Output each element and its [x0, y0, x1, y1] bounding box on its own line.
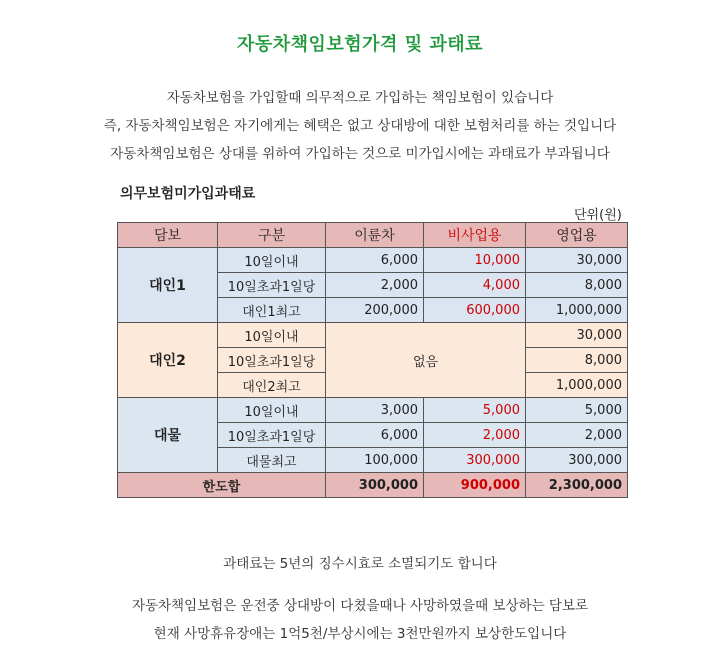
group-label-bodily1: 대인1 [118, 248, 218, 323]
total-business: 2,300,000 [526, 473, 628, 498]
value-business: 5,000 [526, 398, 628, 423]
value-non-business: 600,000 [424, 298, 526, 323]
value-business: 8,000 [526, 273, 628, 298]
value-business: 300,000 [526, 448, 628, 473]
value-non-business: 10,000 [424, 248, 526, 273]
no-fine-cell: 없음 [326, 323, 526, 398]
footer-line-3: 현재 사망휴유장애는 1억5천/부상시에는 3천만원까지 보상한도입니다 [153, 626, 567, 642]
header-category: 구분 [218, 223, 326, 248]
page-title: 자동차책임보험가격 및 과태료 [236, 34, 484, 55]
intro-line-2: 즉, 자동차책임보험은 자기에게는 혜택은 없고 상대방에 대한 보험처리를 하는 것입니다 [103, 118, 617, 134]
value-motorcycle: 100,000 [326, 448, 424, 473]
value-motorcycle: 3,000 [326, 398, 424, 423]
row-category: 10일초과1일당 [218, 348, 326, 373]
table-row [118, 398, 628, 423]
row-category: 대인2최고 [218, 373, 326, 398]
value-motorcycle: 2,000 [326, 273, 424, 298]
header-motorcycle: 이륜차 [326, 223, 424, 248]
row-category: 10일이내 [218, 398, 326, 423]
value-business: 30,000 [526, 248, 628, 273]
group-label-bodily2: 대인2 [118, 323, 218, 398]
group-label-property: 대물 [118, 398, 218, 473]
row-category: 10일초과1일당 [218, 423, 326, 448]
row-category: 10일이내 [218, 323, 326, 348]
value-non-business: 5,000 [424, 398, 526, 423]
intro-line-1: 자동차보험을 가입할때 의무적으로 가입하는 책임보험이 있습니다 [166, 90, 554, 106]
table-row [118, 248, 628, 273]
footer-line-1: 과태료는 5년의 징수시효로 소멸되기도 합니다 [223, 556, 497, 572]
header-non-business: 비사업용 [424, 223, 526, 248]
table-header-row [118, 223, 628, 248]
value-motorcycle: 6,000 [326, 423, 424, 448]
footer-line-2: 자동차책임보험은 운전중 상대방이 다쳤을때나 사망하였을때 보상하는 담보로 [131, 598, 589, 614]
unit-label: 단위(원) [574, 208, 622, 223]
row-category: 10일초과1일당 [218, 273, 326, 298]
row-category: 10일이내 [218, 248, 326, 273]
total-label: 한도합 [118, 473, 326, 498]
row-category: 대물최고 [218, 448, 326, 473]
row-category: 대인1최고 [218, 298, 326, 323]
table-title: 의무보험미가입과태료 [120, 186, 256, 202]
header-business: 영업용 [526, 223, 628, 248]
value-motorcycle: 6,000 [326, 248, 424, 273]
value-business: 1,000,000 [526, 373, 628, 398]
fine-table [117, 222, 628, 498]
total-motorcycle: 300,000 [326, 473, 424, 498]
header-coverage: 담보 [118, 223, 218, 248]
value-motorcycle: 200,000 [326, 298, 424, 323]
value-business: 2,000 [526, 423, 628, 448]
intro-line-3: 자동차책임보험은 상대를 위하여 가입하는 것으로 미가입시에는 과태료가 부과됩니다 [110, 146, 610, 162]
total-row [118, 473, 628, 498]
value-business: 30,000 [526, 323, 628, 348]
value-non-business: 2,000 [424, 423, 526, 448]
value-non-business: 4,000 [424, 273, 526, 298]
table-row [118, 323, 628, 348]
total-non-business: 900,000 [424, 473, 526, 498]
value-business: 1,000,000 [526, 298, 628, 323]
value-business: 8,000 [526, 348, 628, 373]
value-non-business: 300,000 [424, 448, 526, 473]
